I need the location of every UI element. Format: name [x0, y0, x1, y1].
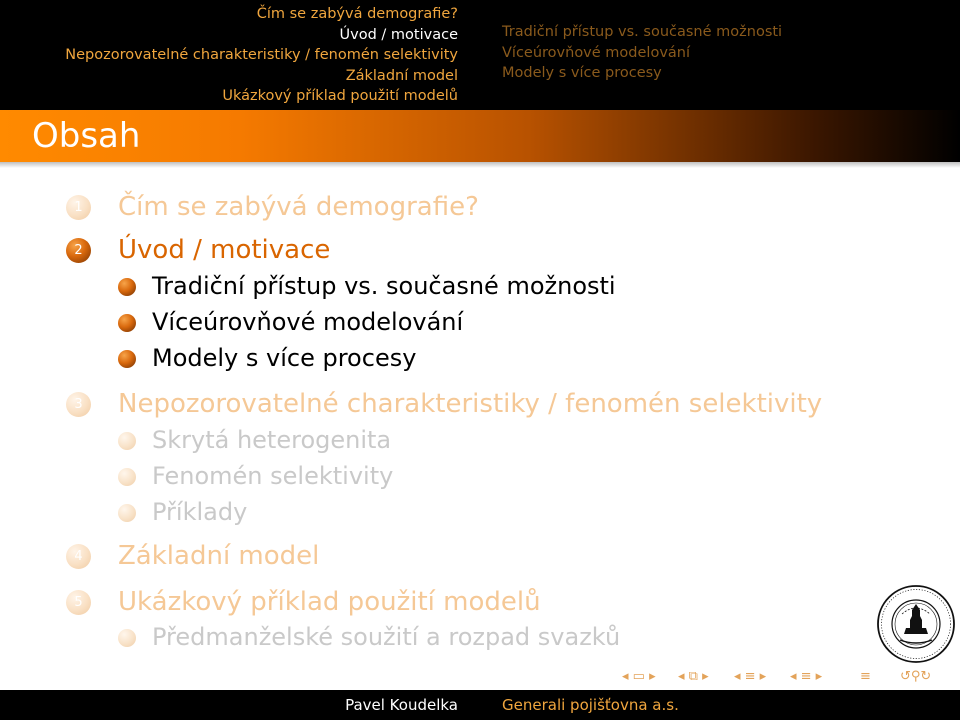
nav-section-2[interactable]: Úvod / motivace [339, 26, 458, 43]
bullet-ball-icon [118, 350, 136, 368]
toc-item[interactable]: Fenomén selektivity [152, 462, 394, 490]
section-number-ball: 2 [66, 238, 91, 263]
frame-title: Obsah [32, 116, 141, 156]
nav-subsection-1[interactable]: Tradiční přístup vs. současné možnosti [502, 24, 783, 40]
nav-frame-icon[interactable]: ◂ ▭ ▸ [622, 669, 656, 684]
nav-subsection-icon[interactable]: ◂ ⧉ ▸ [678, 669, 709, 684]
toc-item[interactable]: Příklady [152, 498, 248, 526]
nav-subsection-3[interactable]: Modely s více procesy [502, 65, 662, 81]
toc-item[interactable]: Tradiční přístup vs. současné možnosti [152, 272, 616, 300]
nav-section-3[interactable]: Nepozorovatelné charakteristiky / fenomén selektivity [65, 47, 458, 63]
toc-item[interactable]: Předmanželské soužití a rozpad svazků [152, 623, 621, 651]
toc-section-4[interactable]: Základní model [118, 541, 320, 571]
bullet-ball-icon [118, 432, 136, 450]
footer-institute: Generali pojišťovna a.s. [480, 690, 960, 720]
bullet-ball-icon [118, 629, 136, 647]
nav-search-icon[interactable]: ↺⚲↻ [900, 669, 932, 684]
footer [0, 690, 960, 720]
nav-section-1[interactable]: Čím se zabývá demografie? [256, 6, 458, 22]
university-seal-icon [876, 584, 956, 664]
nav-subsection-2[interactable]: Víceúrovňové modelování [502, 44, 691, 61]
toc-item[interactable]: Modely s více procesy [152, 344, 417, 372]
section-number-ball: 3 [66, 392, 91, 417]
nav-section-icon[interactable]: ◂ ≡ ▸ [734, 669, 767, 684]
toc-item[interactable]: Víceúrovňové modelování [152, 308, 464, 336]
bullet-ball-icon [118, 504, 136, 522]
footer-author: Pavel Koudelka [0, 690, 480, 720]
section-number-ball: 4 [66, 544, 91, 569]
nav-section-5[interactable]: Ukázkový příklad použití modelů [222, 88, 458, 104]
beamer-navigation-symbols [622, 666, 956, 688]
bullet-ball-icon [118, 314, 136, 332]
nav-section-4[interactable]: Základní model [345, 67, 458, 84]
toc-section-2[interactable]: Úvod / motivace [118, 235, 331, 265]
bullet-ball-icon [118, 468, 136, 486]
toc-item[interactable]: Skrytá heterogenita [152, 426, 392, 454]
bullet-ball-icon [118, 278, 136, 296]
nav-section-icon[interactable]: ◂ ≡ ▸ [790, 669, 823, 684]
toc-section-5[interactable]: Ukázkový příklad použití modelů [118, 587, 541, 617]
section-number-ball: 1 [66, 195, 91, 220]
toc-section-3[interactable]: Nepozorovatelné charakteristiky / fenomén selektivity [118, 389, 823, 419]
toc-section-1[interactable]: Čím se zabývá demografie? [118, 192, 479, 222]
nav-document-icon[interactable]: ≡ [860, 669, 871, 684]
section-number-ball: 5 [66, 590, 91, 615]
